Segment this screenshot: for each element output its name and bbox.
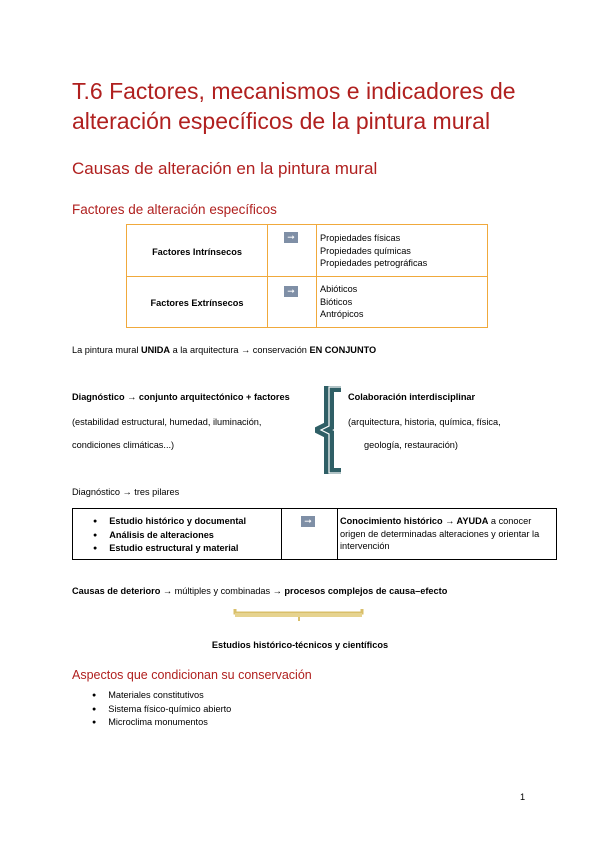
text: a conocer origen de determinadas alteraciones y orientar la intervención bbox=[340, 516, 540, 551]
arrow-right-icon: ➞ bbox=[284, 232, 298, 243]
list-item: ● Sistema físico-químico abierto bbox=[92, 703, 231, 717]
pilares-result bbox=[340, 515, 552, 553]
arrow-right-icon: ➞ bbox=[301, 516, 315, 527]
diagnostico-detail-2: condiciones climáticas...) bbox=[72, 440, 175, 450]
list-item: Abióticos bbox=[320, 284, 358, 294]
causas-line bbox=[72, 586, 447, 596]
colaboracion-detail-2: geología, restauración) bbox=[364, 440, 458, 450]
gold-bracket-bar bbox=[233, 608, 364, 622]
colaboracion-detail-1: (arquitectura, historia, química, física, bbox=[348, 417, 501, 427]
page-number: 1 bbox=[520, 792, 526, 802]
subsection-heading: Factores de alteración específicos bbox=[72, 202, 277, 217]
text: a la arquitectura → conservación bbox=[170, 345, 310, 355]
bold-text: UNIDA bbox=[140, 345, 171, 355]
aspectos-heading: Aspectos que condicionan su conservación bbox=[72, 668, 312, 682]
list-item: ● Microclima monumentos bbox=[92, 716, 231, 730]
bold-text: procesos complejos de causa–efecto bbox=[284, 586, 448, 596]
diagnostico-detail-1: (estabilidad estructural, humedad, iluminación, bbox=[72, 417, 262, 427]
list-item: Bióticos bbox=[320, 296, 353, 307]
aspectos-list bbox=[92, 689, 231, 730]
list-item: Propiedades químicas bbox=[320, 245, 411, 256]
bold-text: Causas de deterioro bbox=[72, 586, 161, 596]
bold-text: Conocimiento histórico → AYUDA bbox=[340, 516, 489, 526]
colaboracion-heading: Colaboración interdisciplinar bbox=[348, 392, 476, 402]
pilares-intro: Diagnóstico → tres pilares bbox=[72, 487, 180, 497]
estudios-label: Estudios histórico-técnicos y científicos bbox=[211, 640, 389, 650]
factors-extrinsic-label: Factores Extrínsecos bbox=[150, 298, 244, 308]
factors-table bbox=[126, 224, 488, 328]
text: → múltiples y combinadas → bbox=[160, 586, 285, 596]
unida-line bbox=[72, 345, 376, 355]
list-item: ● Estudio estructural y material bbox=[93, 542, 246, 556]
factors-intrinsic-label: Factores Intrínsecos bbox=[152, 247, 242, 257]
page-title: T.6 Factores, mecanismos e indicadores de alteración específicos de la pintura mural bbox=[72, 78, 516, 134]
list-item: Propiedades físicas bbox=[320, 233, 401, 243]
list-item: Propiedades petrográficas bbox=[320, 258, 428, 269]
arrow-right-icon: ➞ bbox=[284, 286, 298, 297]
pilares-list bbox=[93, 515, 246, 556]
list-item: ● Materiales constitutivos bbox=[92, 689, 231, 703]
section-heading: Causas de alteración en la pintura mural bbox=[72, 159, 378, 178]
list-item: Antrópicos bbox=[320, 309, 364, 320]
intrinsic-items bbox=[320, 232, 427, 270]
text: La pintura mural bbox=[72, 345, 141, 355]
diagnostico-heading: Diagnóstico → conjunto arquitectónico + factores bbox=[72, 392, 290, 402]
bold-text: EN CONJUNTO bbox=[309, 345, 377, 355]
list-item: ● Análisis de alteraciones bbox=[93, 529, 246, 543]
pilares-table bbox=[72, 508, 557, 560]
curly-brace-icon bbox=[315, 386, 343, 474]
extrinsic-items bbox=[320, 283, 363, 321]
list-item: ● Estudio histórico y documental bbox=[93, 515, 246, 529]
